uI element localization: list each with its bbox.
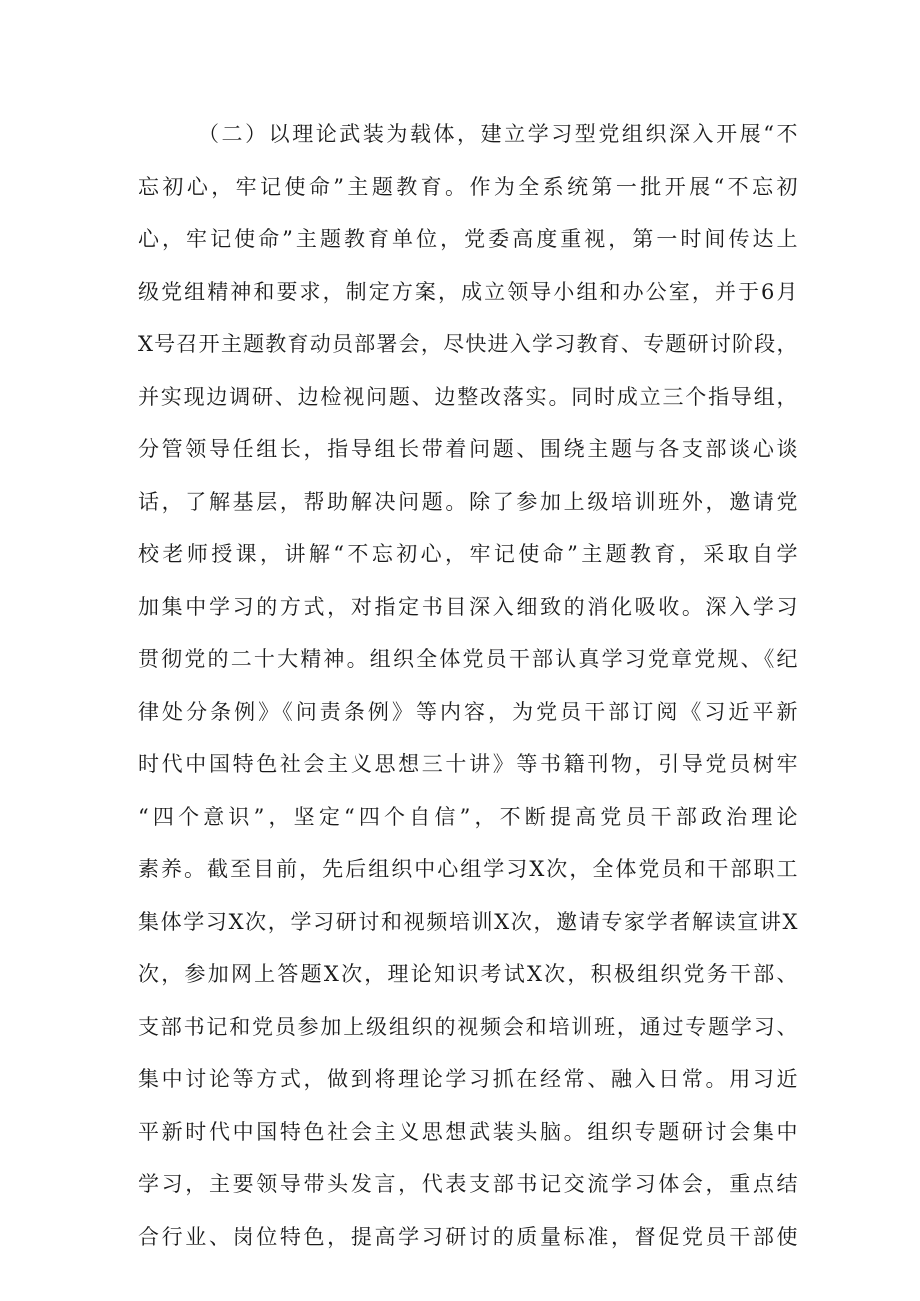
paragraph-line: “四个意识”，坚定“四个自信”，不断提高党员干部政治理论 — [138, 804, 798, 829]
paragraph-line: 学习，主要领导带头发言，代表支部书记交流学习体会，重点结 — [138, 1172, 798, 1196]
body-paragraph — [138, 108, 798, 1263]
paragraph-line: 并实现边调研、边检视问题、边整改落实。同时成立三个指导组， — [138, 384, 798, 409]
paragraph-line: 忘初心，牢记使命”主题教育。作为全系统第一批开展“不忘初 — [138, 174, 798, 199]
paragraph-line: 素养。截至目前，先后组织中心组学习X次，全体党员和干部职工 — [138, 857, 798, 881]
paragraph-line: （二）以理论武装为载体，建立学习型党组织深入开展“不 — [198, 122, 798, 146]
paragraph-line: 集中讨论等方式，做到将理论学习抓在经常、融入日常。用习近 — [138, 1067, 798, 1091]
paragraph-line: 平新时代中国特色社会主义思想武装头脑。组织专题研讨会集中 — [138, 1119, 798, 1144]
paragraph-line: 校老师授课，讲解“不忘初心，牢记使命”主题教育，采取自学 — [138, 542, 798, 566]
paragraph-line: 时代中国特色社会主义思想三十讲》等书籍刊物，引导党员树牢 — [138, 752, 798, 776]
paragraph-line: 话，了解基层，帮助解决问题。除了参加上级培训班外，邀请党 — [138, 489, 798, 514]
paragraph-line: 律处分条例》《问责条例》等内容，为党员干部订阅《习近平新 — [138, 699, 798, 724]
paragraph-line: 心，牢记使命”主题教育单位，党委高度重视，第一时间传达上 — [138, 227, 798, 251]
paragraph-line: 加集中学习的方式，对指定书目深入细致的消化吸收。深入学习 — [138, 594, 798, 619]
paragraph-line: 合行业、岗位特色，提高学习研讨的质量标准，督促党员干部使 — [138, 1224, 798, 1249]
paragraph-line: 支部书记和党员参加上级组织的视频会和培训班，通过专题学习、 — [138, 1014, 798, 1039]
paragraph-line: X号召开主题教育动员部署会，尽快进入学习教育、专题研讨阶段， — [138, 332, 798, 356]
paragraph-line: 贯彻党的二十大精神。组织全体党员干部认真学习党章党规、《纪 — [138, 647, 798, 671]
paragraph-line: 集体学习X次，学习研讨和视频培训X次，邀请专家学者解读宣讲X — [138, 909, 798, 934]
paragraph-line: 级党组精神和要求，制定方案，成立领导小组和办公室，并于6月 — [138, 279, 798, 304]
paragraph-line: 分管领导任组长，指导组长带着问题、围绕主题与各支部谈心谈 — [138, 437, 798, 461]
paragraph-line: 次，参加网上答题X次，理论知识考试X次，积极组织党务干部、 — [138, 962, 798, 986]
